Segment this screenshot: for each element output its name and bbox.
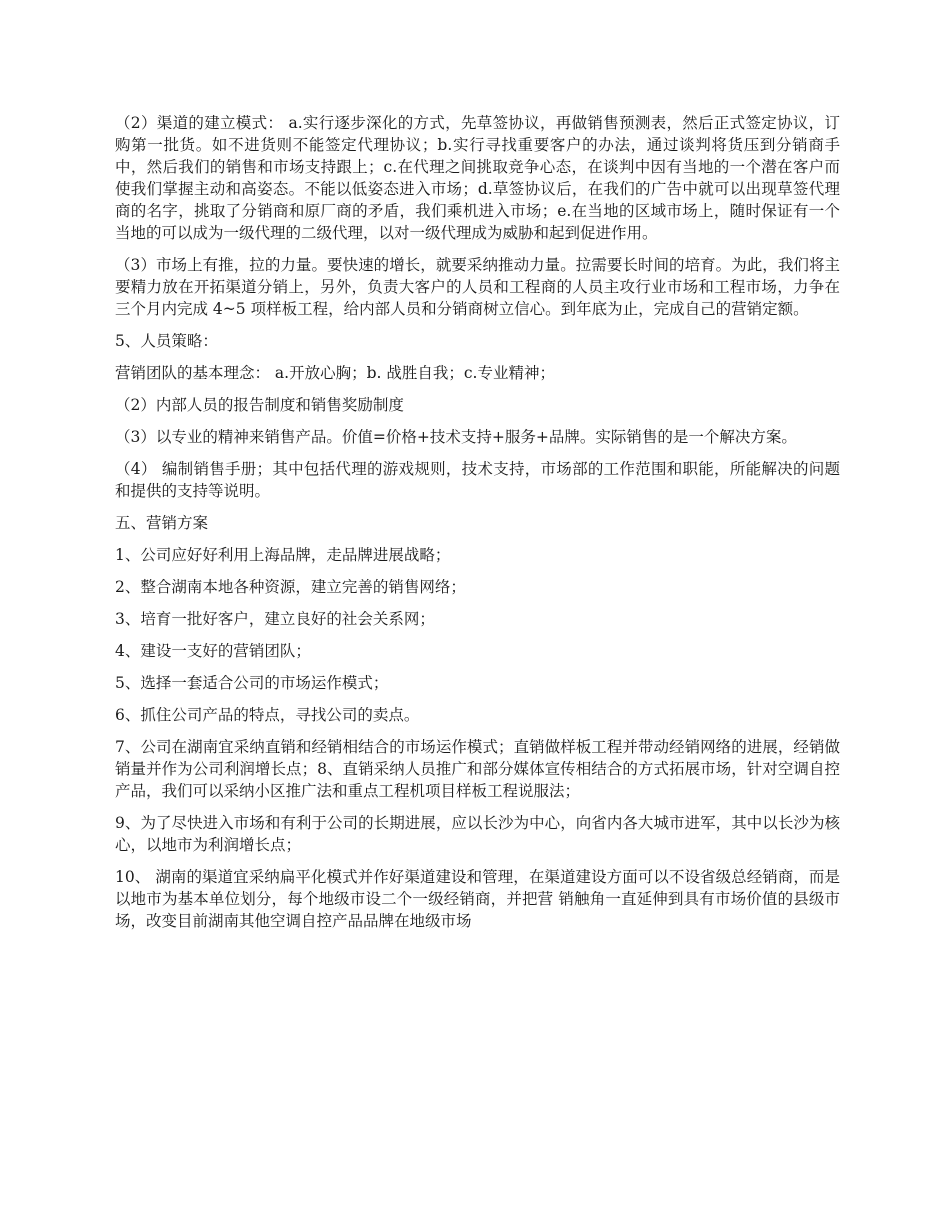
paragraph-channel-mode: （2）渠道的建立模式： a.实行逐步深化的方式，先草签协议，再做销售预测表，然后正式签定协议，订购第一批货。如不进货则不能签定代理协议；b.实行寻找重要客户的办法，通过谈判将货压到分销商手中，然后我们的销售和市场支持跟上；c.在代理之间挑取竞争心态，在谈判中因有当地的一个潜在客户而使我们掌握主动和高姿态。不能以低姿态进入市场；d.草签协议后，在我们的广告中就可以出现草签代理商的名字，挑取了分销商和原厂商的矛盾，我们乘机进入市场；e.在当地的区域市场上，随时保证有一个当地的可以成为一级代理的二级代理，以对一级代理成为威胁和起到促进作用。 [115, 114, 840, 242]
list-item-10: 10、 湖南的渠道宜采纳扁平化模式并作好渠道建设和管理，在渠道建设方面可以不设省级总经销商，而是以地市为基本单位划分，每个地级市设二个一级经销商，并把营 销触角一直延伸到具有市场价值的县级市场，改变目前湖南其他空调自控产品品牌在地级市场 [115, 868, 840, 930]
paragraph-professional-sales: （3）以专业的精神来销售产品。价值=价格+技术支持+服务+品牌。实际销售的是一个解决方案。 [115, 428, 797, 446]
list-item-4: 4、建设一支好的营销团队； [115, 642, 311, 660]
list-item-5: 5、选择一套适合公司的市场运作模式； [115, 674, 389, 692]
list-item-7-8: 7、公司在湖南宜采纳直销和经销相结合的市场运作模式；直销做样板工程并带动经销网络的进展，经销做销量并作为公司利润增长点；8、直销采纳人员推广和部分媒体宣传相结合的方式拓展市场，针对空调自控产品，我们可以采纳小区推广法和重点工程机项目样板工程说服法； [115, 738, 840, 800]
paragraph-sales-manual: （4） 编制销售手册；其中包括代理的游戏规则，技术支持，市场部的工作范围和职能，所能解决的问题和提供的支持等说明。 [115, 460, 840, 500]
list-item-2: 2、整合湖南本地各种资源，建立完善的销售网络； [115, 578, 466, 596]
list-item-6: 6、抓住公司产品的特点，寻找公司的卖点。 [115, 706, 420, 724]
list-item-3: 3、培育一批好客户，建立良好的社会关系网； [115, 610, 435, 628]
heading-personnel-strategy: 5、人员策略： [115, 332, 218, 350]
list-item-1: 1、公司应好好利用上海品牌，走品牌进展战略； [115, 546, 451, 564]
document-page [115, 112, 840, 942]
paragraph-push-pull: （3）市场上有推，拉的力量。要快速的增长，就要采纳推动力量。拉需要长时间的培育。为此，我们将主要精力放在开拓渠道分销上，另外，负责大客户的人员和工程商的人员主攻行业市场和工程市场，力争在三个月内完成 4~5 项样板工程，给内部人员和分销商树立信心。到年底为止，完成自己的营销定额。 [115, 256, 840, 318]
heading-marketing-plan: 五、营销方案 [115, 514, 209, 532]
paragraph-report-system: （2）内部人员的报告制度和销售奖励制度 [115, 396, 404, 414]
list-item-9: 9、为了尽快进入市场和有利于公司的长期进展，应以长沙为中心，向省内各大城市进军，其中以长沙为核心，以地市为利润增长点； [115, 814, 840, 854]
paragraph-team-philosophy: 营销团队的基本理念： a.开放心胸；b. 战胜自我；c.专业精神； [115, 364, 555, 382]
